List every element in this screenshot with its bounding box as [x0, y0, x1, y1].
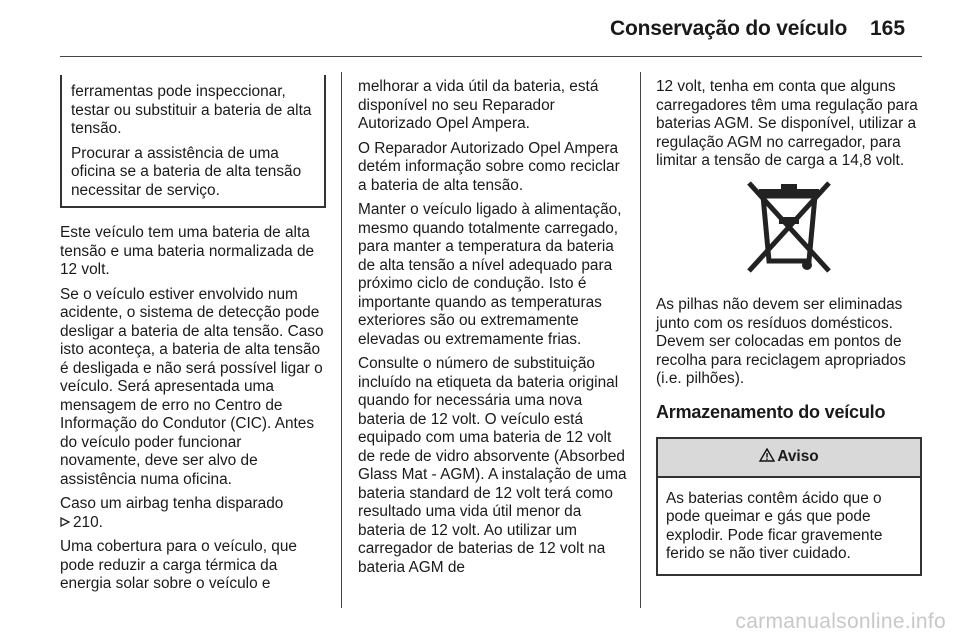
paragraph-battery-disposal: As pilhas não devem ser eliminadas junto com os resíduos domésticos. Devem ser colocadas em pontos de recolha para reciclagem apropriados (i.e. pilhões).: [656, 296, 906, 387]
paragraph-agm-charger: 12 volt, tenha em conta que alguns carregadores têm uma regulação para baterias AGM. Se disponível, utilizar a regulação AGM no carregador, para limitar a tensão de carga a 14,8 volt.: [656, 78, 918, 169]
paragraph-keep-plugged: Manter o veículo ligado à alimentação, mesmo quando totalmente carregado, para manter a temperatura da bateria de alta tensão a nível adequado para próximo ciclo de condução. Isto é importante quando as temperaturas exteriores são ou extremamente elevadas ou extremamente frias.: [358, 201, 622, 348]
continued-notice-box: [60, 75, 326, 208]
page-number: 165: [870, 17, 906, 40]
column-3: [656, 78, 922, 576]
column-2: [358, 78, 628, 583]
disposal-symbol: [656, 177, 922, 283]
paragraph-lifespan: melhorar a vida útil da bateria, está disponível no seu Reparador Autorizado Opel Ampera.: [358, 78, 599, 132]
watermark: carmanualsonline.info: [735, 610, 946, 633]
section-heading: Armazenamento do veículo: [656, 401, 886, 422]
paragraph-batteries: Este veículo tem uma bateria de alta tensão e uma bateria normalizada de 12 volt.: [60, 224, 315, 278]
warning-triangle-icon: [759, 448, 775, 462]
header-divider: [60, 56, 922, 57]
paragraph-accident: Se o veículo estiver envolvido num acidente, o sistema de detecção pode desligar a bateria de alta tensão. Caso isto aconteça, a bateria de alta tensão é desligada e não será possível ligar o veículo. Será apresentada uma mensagem de erro no Centro de Informação do Condutor (CIC). Antes do veículo poder funcionar novamente, deve ser alvo de assistência numa oficina.: [60, 285, 324, 488]
warning-title: Aviso: [777, 448, 819, 465]
warning-box: [656, 437, 922, 576]
airbag-page-ref: 210.: [73, 513, 103, 531]
column-divider-1: [341, 72, 342, 608]
column-1: [60, 75, 326, 600]
crossed-out-wheelie-bin-icon: [737, 177, 841, 277]
notice-paragraph-2: Procurar a assistência de uma oficina se a bateria de alta tensão necessitar de serviço.: [71, 144, 302, 199]
paragraph-recycling-info: O Reparador Autorizado Opel Ampera detém informação sobre como reciclar a bateria de alta tensão.: [358, 139, 620, 194]
airbag-text: Caso um airbag tenha disparado: [60, 495, 284, 512]
reference-arrow-icon: [60, 517, 70, 527]
page-title: Conservação do veículo: [610, 17, 848, 40]
warning-body: As baterias contêm ácido que o pode queimar e gás que pode explodir. Pode ficar gravemente ferido se não tiver cuidado.: [666, 489, 883, 562]
paragraph-cover: Uma cobertura para o veículo, que pode reduzir a carga térmica da energia solar sobre o veículo e: [60, 538, 297, 592]
warning-header: [658, 439, 920, 478]
paragraph-airbag: [60, 495, 326, 532]
notice-paragraph-1: ferramentas pode inspeccionar, testar ou substituir a bateria de alta tensão.: [71, 83, 312, 137]
paragraph-replacement: Consulte o número de substituição incluído na etiqueta da bateria original quando for necessária uma nova bateria de 12 volt. O veículo está equipado com uma bateria de 12 volt de rede de vidro absorvente (Absorbed Glass Mat - AGM). A instalação de uma bateria standard de 12 volt terá como resultado uma vida útil menor da bateria de 12 volt. Ao utilizar um carregador de baterias de 12 volt na bateria AGM de: [358, 355, 627, 576]
column-divider-2: [640, 72, 641, 608]
